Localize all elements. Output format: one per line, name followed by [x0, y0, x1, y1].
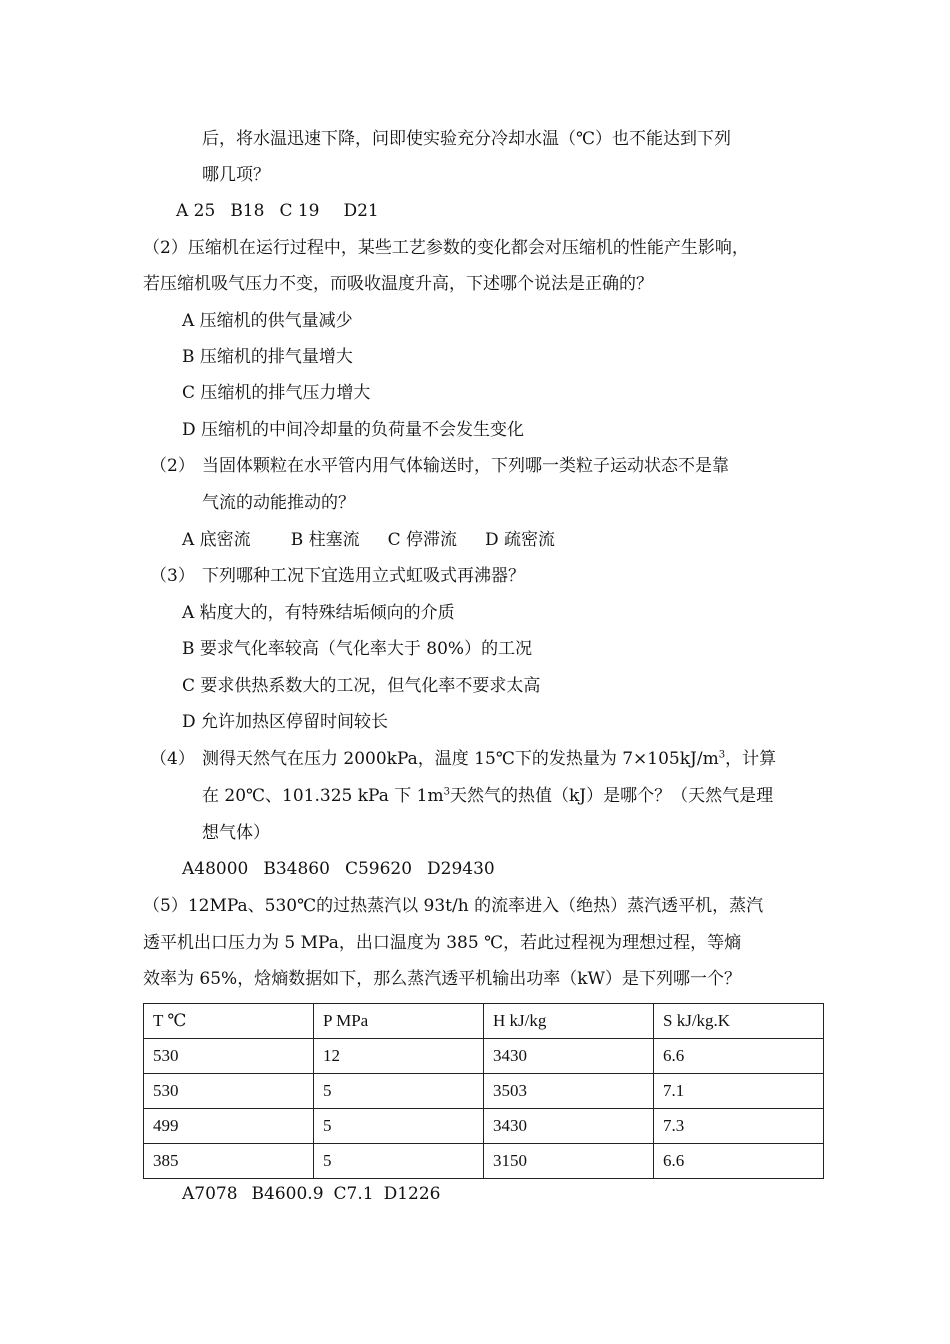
question-text: 下列哪种工况下宜选用立式虹吸式再沸器？ [202, 566, 525, 586]
table-row [144, 1074, 824, 1109]
table-cell: 499 [144, 1109, 314, 1144]
question-text: 哪几项？ [202, 165, 270, 185]
table-cell: 530 [144, 1074, 314, 1109]
column-header: P MPa [314, 1004, 484, 1039]
question-text: 效率为 65%，焓熵数据如下，那么蒸汽透平机输出功率（kW）是下列哪一个？ [143, 969, 741, 989]
option-b: B4600.9 [251, 1184, 324, 1204]
answer-options [182, 857, 495, 881]
option-d: D1226 [383, 1184, 441, 1204]
question-text: 透平机出口压力为 5 MPa，出口温度为 385 ℃，若此过程视为理想过程，等熵 [143, 933, 742, 953]
option-a: A48000 [182, 859, 249, 879]
question-number: （2） [150, 456, 195, 476]
option-d: D29430 [427, 859, 495, 879]
table-cell: 5 [314, 1109, 484, 1144]
question-text: 想气体） [202, 823, 270, 843]
question-text: 测得天然气在压力 2000kPa，温度 15℃下的发热量为 $7\times 105kJ/m^3$，计算 [202, 749, 777, 769]
question-text: 后，将水温迅速下降，问即使实验充分冷却水温（℃）也不能达到下列 [202, 129, 732, 149]
table-header-row [144, 1004, 824, 1039]
option-b: B34860 [263, 859, 330, 879]
question-number: （4） [150, 749, 195, 769]
table-cell: 12 [314, 1039, 484, 1074]
table-cell: 3430 [484, 1109, 654, 1144]
option-c: C 停滞流 [387, 530, 458, 550]
option-a: A7078 [182, 1184, 238, 1204]
table-cell: 7.1 [654, 1074, 824, 1109]
table-row [144, 1109, 824, 1144]
option-c: C7.1 [333, 1184, 374, 1204]
option-d: D21 [343, 201, 379, 221]
question-text: （2）压缩机在运行过程中，某些工艺参数的变化都会对压缩机的性能产生影响， [143, 238, 749, 258]
option-a: A 粘度大的，有特殊结垢倾向的介质 [182, 603, 455, 623]
option-b: B18 [230, 201, 265, 221]
option-c: C59620 [344, 859, 413, 879]
question-text: 在 20℃、101.325 kPa 下 $1m^3$天然气的热值（kJ）是哪个？（天然气是理 [202, 786, 774, 806]
table-cell: 3430 [484, 1039, 654, 1074]
option-d: D 允许加热区停留时间较长 [182, 712, 389, 732]
question-text: 气流的动能推动的？ [202, 493, 355, 513]
table-cell: 6.6 [654, 1144, 824, 1179]
question-text: 当固体颗粒在水平管内用气体输送时，下列哪一类粒子运动状态不是靠 [202, 456, 729, 476]
option-a: A 压缩机的供气量减少 [182, 311, 353, 331]
option-c: C 19 [279, 201, 320, 221]
question-number: （3） [150, 566, 195, 586]
question-number: （2） [143, 238, 188, 258]
column-header: H kJ/kg [484, 1004, 654, 1039]
option-c: C 要求供热系数大的工况，但气化率不要求太高 [182, 676, 541, 696]
option-a: A 底密流 [182, 530, 251, 550]
option-b: B 要求气化率较高（气化率大于 80%）的工况 [182, 639, 533, 659]
table-cell: 530 [144, 1039, 314, 1074]
table-cell: 6.6 [654, 1039, 824, 1074]
table-cell: 7.3 [654, 1109, 824, 1144]
option-d: D 疏密流 [485, 530, 556, 550]
table-cell: 385 [144, 1144, 314, 1179]
table-cell: 5 [314, 1074, 484, 1109]
table-cell: 3150 [484, 1144, 654, 1179]
question-text: （5）12MPa、530℃的过热蒸汽以 93t/h 的流率进入（绝热）蒸汽透平机，蒸汽 [143, 896, 764, 916]
table-row [144, 1039, 824, 1074]
column-header: S kJ/kg.K [654, 1004, 824, 1039]
answer-options [176, 199, 379, 223]
enthalpy-entropy-table [143, 1003, 824, 1179]
option-b: B 压缩机的排气量增大 [182, 347, 353, 367]
option-b: B 柱塞流 [290, 530, 360, 550]
answer-options [182, 528, 555, 552]
option-d: D 压缩机的中间冷却量的负荷量不会发生变化 [182, 420, 525, 440]
option-a: A 25 [176, 201, 216, 221]
column-header: T ℃ [144, 1004, 314, 1039]
answer-options [182, 1182, 440, 1206]
table-cell: 3503 [484, 1074, 654, 1109]
table-cell: 5 [314, 1144, 484, 1179]
question-text: 若压缩机吸气压力不变，而吸收温度升高，下述哪个说法是正确的？ [143, 274, 653, 294]
table-row [144, 1144, 824, 1179]
option-c: C 压缩机的排气压力增大 [182, 383, 371, 403]
